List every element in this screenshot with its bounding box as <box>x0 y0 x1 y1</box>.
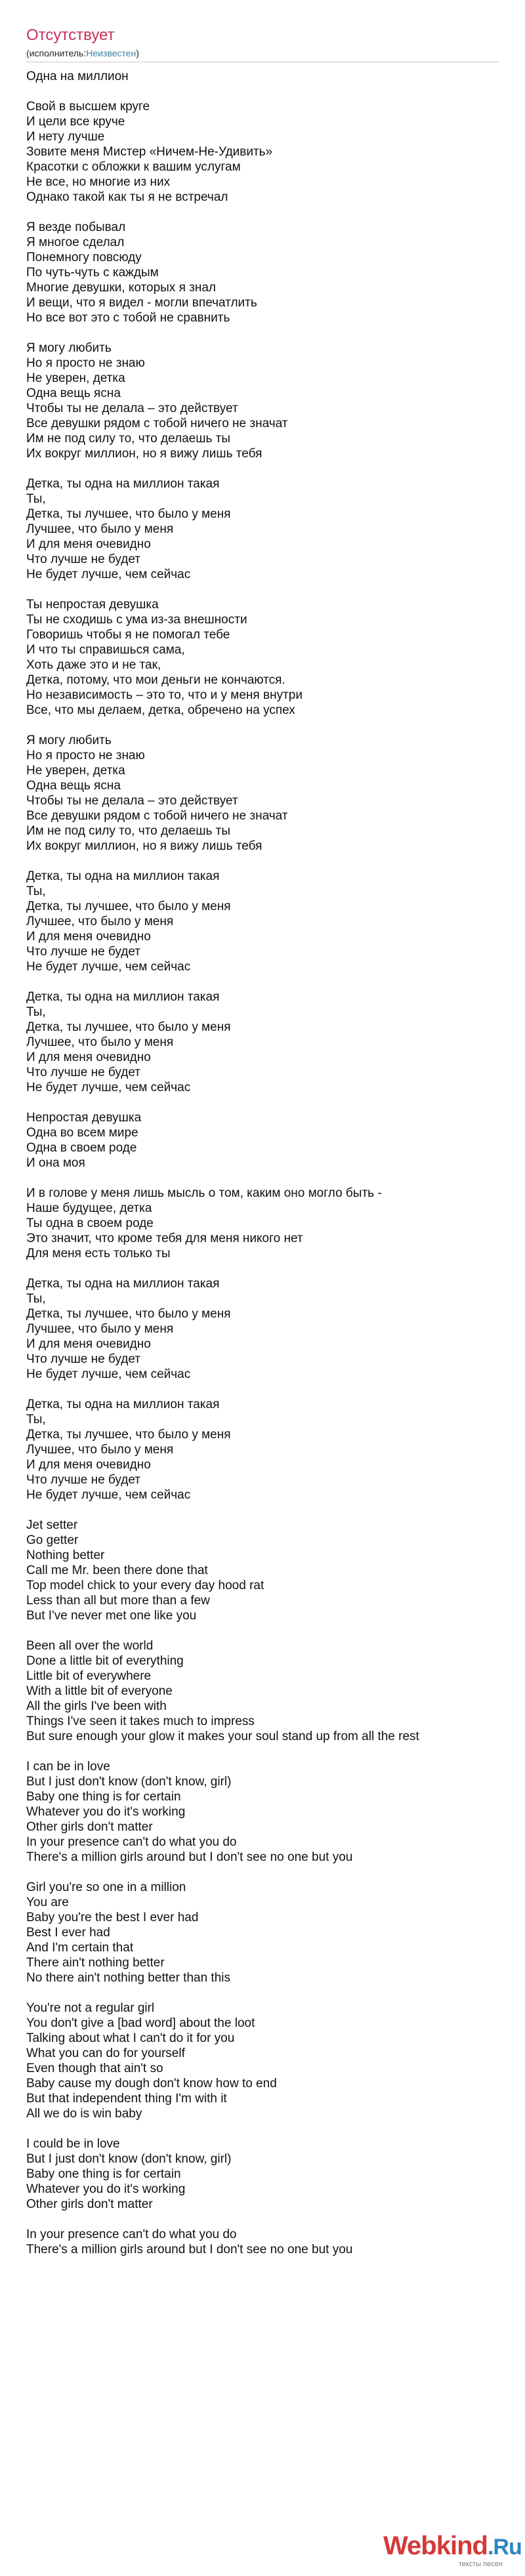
logo-wordmark <box>383 2531 522 2562</box>
lyric-line: But that independent thing I'm with it <box>26 2092 227 2106</box>
lyric-line: Детка, ты одна на миллион такая <box>26 1277 220 1291</box>
lyric-line: Многие девушки, которых я знал <box>26 281 216 295</box>
lyrics-page <box>26 0 499 2257</box>
lyric-line: But I just don't know (don't know, girl) <box>26 1775 232 1789</box>
lyric-line: In your presence can't do what you do <box>26 2228 237 2241</box>
lyric-line <box>26 1985 499 2001</box>
lyric-line: And I'm certain that <box>26 1941 134 1955</box>
lyric-line: Все девушки рядом с тобой ничего не значат <box>26 417 288 430</box>
lyric-line: Одна во всем мире <box>26 1126 138 1140</box>
artist-link[interactable]: Неизвестен <box>86 48 136 58</box>
lyric-line: In your presence can't do what you do <box>26 1835 237 1849</box>
lyric-line: There's a million girls around but I don't see no one but you <box>26 1850 353 1864</box>
lyric-line: Лучшее, что было у меня <box>26 1035 174 1049</box>
lyric-line: Чтобы ты не делала – это действует <box>26 794 238 808</box>
lyric-line: Little bit of everywhere <box>26 1669 152 1683</box>
lyric-line: Ты, <box>26 1413 46 1426</box>
lyric-line: Even though that ain't so <box>26 2062 163 2075</box>
lyric-line: Не все, но многие из них <box>26 175 171 189</box>
lyric-line <box>26 461 499 476</box>
lyric-line: И что ты справишься сама, <box>26 643 185 657</box>
lyric-line: Красотки с обложки к вашим услугам <box>26 160 241 174</box>
lyric-line: Best I ever had <box>26 1926 110 1940</box>
lyric-line: Что лучше не будет <box>26 1066 140 1079</box>
lyric-line: Одна вещь ясна <box>26 386 121 400</box>
lyric-line: But I just don't know (don't know, girl) <box>26 2152 232 2166</box>
lyric-line <box>26 1623 499 1638</box>
lyric-line: Понемногу повсюду <box>26 251 142 264</box>
lyric-line: Одна на миллион <box>26 70 129 83</box>
lyric-line: И нету лучше <box>26 130 105 144</box>
lyric-line: И в голове у меня лишь мысль о том, каким оно могло быть - <box>26 1186 382 1200</box>
lyric-line <box>26 84 499 99</box>
lyric-line: Nothing better <box>26 1548 105 1562</box>
lyric-line <box>26 2121 499 2136</box>
lyric-line: Однако такой как ты я не встречал <box>26 190 228 204</box>
lyric-line: But sure enough your glow it makes your soul stand up from all the rest <box>26 1730 419 1743</box>
lyric-line: Детка, ты лучшее, что было у меня <box>26 900 231 913</box>
lyric-line: Jet setter <box>26 1518 78 1532</box>
lyric-line: Детка, потому, что мои деньги не кончаются. <box>26 673 285 687</box>
lyric-line <box>26 1744 499 1759</box>
lyric-line: Детка, ты одна на миллион такая <box>26 477 220 491</box>
artist-suffix: ) <box>136 48 139 58</box>
lyric-line: Детка, ты одна на миллион такая <box>26 869 220 883</box>
lyric-line: Им не под силу то, что делаешь ты <box>26 432 230 446</box>
logo-domain: .Ru <box>487 2535 522 2560</box>
lyric-line: Что лучше не будет <box>26 1352 140 1366</box>
lyric-line <box>26 1865 499 1880</box>
lyric-line: But I've never met one like you <box>26 1609 197 1623</box>
lyric-line: Baby you're the best I ever had <box>26 1911 199 1924</box>
lyric-line: You are <box>26 1896 69 1909</box>
lyric-line: Их вокруг миллион, но я вижу лишь тебя <box>26 839 262 853</box>
lyric-line: Done a little bit of everything <box>26 1654 184 1668</box>
lyric-line: Для меня есть только ты <box>26 1247 171 1260</box>
lyric-line: И она моя <box>26 1156 85 1170</box>
lyric-line: You don't give a [bad word] about the loot <box>26 2016 255 2030</box>
lyric-line: Other girls don't matter <box>26 2197 153 2211</box>
lyric-line: Не будет лучше, чем сейчас <box>26 568 191 581</box>
lyric-line: There's a million girls around but I don't see no one but you <box>26 2243 353 2256</box>
lyric-line: Я могу любить <box>26 734 112 747</box>
logo-name: Webkind <box>383 2531 488 2560</box>
lyric-line: With a little bit of everyone <box>26 1684 173 1698</box>
lyric-line: И цели все круче <box>26 115 125 129</box>
lyric-line: Детка, ты одна на миллион такая <box>26 990 220 1004</box>
lyric-line: Не будет лучше, чем сейчас <box>26 1367 191 1381</box>
lyric-line <box>26 582 499 597</box>
lyric-line: Непростая девушка <box>26 1111 142 1125</box>
lyric-line: Но я просто не знаю <box>26 356 145 370</box>
lyric-line: Детка, ты лучшее, что было у меня <box>26 507 231 521</box>
lyric-line: Things I've seen it takes much to impress <box>26 1714 255 1728</box>
lyric-line: Ты, <box>26 1005 46 1019</box>
lyric-line: No there ain't nothing better than this <box>26 1971 230 1985</box>
lyric-line: Baby cause my dough don't know how to end <box>26 2077 277 2090</box>
lyric-line: Talking about what I can't do it for you <box>26 2031 235 2045</box>
lyric-line: И для меня очевидно <box>26 1337 151 1351</box>
page-title: Отсутствует <box>26 26 115 44</box>
lyric-line <box>26 974 499 989</box>
lyric-line: Я могу любить <box>26 341 112 355</box>
lyric-line: Чтобы ты не делала – это действует <box>26 402 238 415</box>
lyric-line: Лучшее, что было у меня <box>26 522 174 536</box>
lyric-line: Лучшее, что было у меня <box>26 915 174 928</box>
lyric-line: Хоть даже это и не так, <box>26 658 161 672</box>
lyric-line <box>26 1171 499 1186</box>
logo-tagline: тексты песен <box>458 2560 503 2568</box>
lyric-line: Call me Mr. been there done that <box>26 1564 208 1577</box>
lyric-line: You're not a regular girl <box>26 2001 155 2015</box>
lyric-line: Все девушки рядом с тобой ничего не значат <box>26 809 288 823</box>
lyric-line <box>26 1503 499 1518</box>
lyric-line: Говоришь чтобы я не помогал тебе <box>26 628 230 642</box>
lyric-line: Детка, ты лучшее, что было у меня <box>26 1307 231 1321</box>
lyric-line: What you can do for yourself <box>26 2046 185 2060</box>
lyric-line: Ты, <box>26 492 46 506</box>
lyric-line: I can be in love <box>26 1760 110 1774</box>
lyric-line: Это значит, что кроме тебя для меня никого нет <box>26 1232 303 1245</box>
lyric-line: Их вокруг миллион, но я вижу лишь тебя <box>26 447 262 461</box>
lyric-line: I could be in love <box>26 2137 120 2151</box>
lyric-line: Но я просто не знаю <box>26 749 145 762</box>
lyric-line: Whatever you do it's working <box>26 1805 186 1819</box>
lyric-line: Ты, <box>26 1292 46 1306</box>
lyric-line: Less than all but more than a few <box>26 1594 210 1608</box>
lyric-line: Не будет лучше, чем сейчас <box>26 1081 191 1094</box>
lyric-line: Baby one thing is for certain <box>26 1790 181 1804</box>
lyric-line: Been all over the world <box>26 1639 154 1653</box>
lyric-line <box>26 1382 499 1397</box>
lyric-line: Лучшее, что было у меня <box>26 1443 174 1457</box>
lyric-line: Одна вещь ясна <box>26 779 121 793</box>
artist-prefix: (исполнитель: <box>26 48 87 58</box>
lyric-line: Ты одна в своем роде <box>26 1216 154 1230</box>
lyric-line <box>26 718 499 733</box>
lyric-line: Что лучше не будет <box>26 1473 140 1487</box>
lyric-line: Но независимость – это то, что и у меня внутри <box>26 688 303 702</box>
lyric-line: Я многое сделал <box>26 236 125 249</box>
lyric-line: There ain't nothing better <box>26 1956 165 1970</box>
lyric-line: Не будет лучше, чем сейчас <box>26 1488 191 1502</box>
lyric-line: И для меня очевидно <box>26 537 151 551</box>
lyric-line: Не уверен, детка <box>26 371 125 385</box>
lyrics-text <box>26 69 499 2257</box>
lyric-line: И вещи, что я видел - могли впечатлить <box>26 296 257 310</box>
lyric-line: Что лучше не будет <box>26 945 140 959</box>
lyric-line: И для меня очевидно <box>26 930 151 944</box>
lyric-line: Детка, ты лучшее, что было у меня <box>26 1428 231 1442</box>
lyric-line: И для меня очевидно <box>26 1050 151 1064</box>
lyric-line: Baby one thing is for certain <box>26 2167 181 2181</box>
lyric-line: Ты непростая девушка <box>26 598 159 612</box>
lyric-line: Все, что мы делаем, детка, обречено на успех <box>26 703 295 717</box>
lyric-line: Детка, ты лучшее, что было у меня <box>26 1020 231 1034</box>
lyric-line: Не уверен, детка <box>26 764 125 778</box>
lyric-line: Ты не сходишь с ума из-за внешности <box>26 613 247 627</box>
lyric-line: Что лучше не будет <box>26 552 140 566</box>
lyric-line: Свой в высшем круге <box>26 100 150 114</box>
lyric-line: All the girls I've been with <box>26 1699 167 1713</box>
lyric-line: По чуть-чуть с каждым <box>26 266 159 280</box>
lyric-line: Top model chick to your every day hood rat <box>26 1579 264 1592</box>
lyric-line <box>26 2212 499 2227</box>
artist-line <box>26 47 499 59</box>
lyric-line <box>26 1095 499 1110</box>
lyric-line: Whatever you do it's working <box>26 2182 186 2196</box>
lyric-line: Им не под силу то, что делаешь ты <box>26 824 230 838</box>
lyric-line: Но все вот это с тобой не сравнить <box>26 311 230 325</box>
lyric-line: И для меня очевидно <box>26 1458 151 1472</box>
lyric-line: Go getter <box>26 1533 79 1547</box>
lyric-line: Не будет лучше, чем сейчас <box>26 960 191 974</box>
lyric-line <box>26 205 499 220</box>
lyric-line <box>26 854 499 869</box>
lyric-line: Other girls don't matter <box>26 1820 153 1834</box>
lyric-line: Одна в своем роде <box>26 1141 137 1155</box>
lyric-line <box>26 325 499 341</box>
site-logo[interactable] <box>383 2531 522 2571</box>
lyric-line: All we do is win baby <box>26 2107 142 2121</box>
lyric-line: Детка, ты одна на миллион такая <box>26 1398 220 1411</box>
lyric-line: Я везде побывал <box>26 220 126 234</box>
lyric-line: Наше будущее, детка <box>26 1201 152 1215</box>
lyric-line <box>26 1261 499 1276</box>
lyric-line: Зовите меня Мистер «Ничем-Не-Удивить» <box>26 145 273 159</box>
lyric-line: Girl you're so one in a million <box>26 1880 186 1894</box>
lyric-line: Ты, <box>26 884 46 898</box>
lyric-line: Лучшее, что было у меня <box>26 1322 174 1336</box>
